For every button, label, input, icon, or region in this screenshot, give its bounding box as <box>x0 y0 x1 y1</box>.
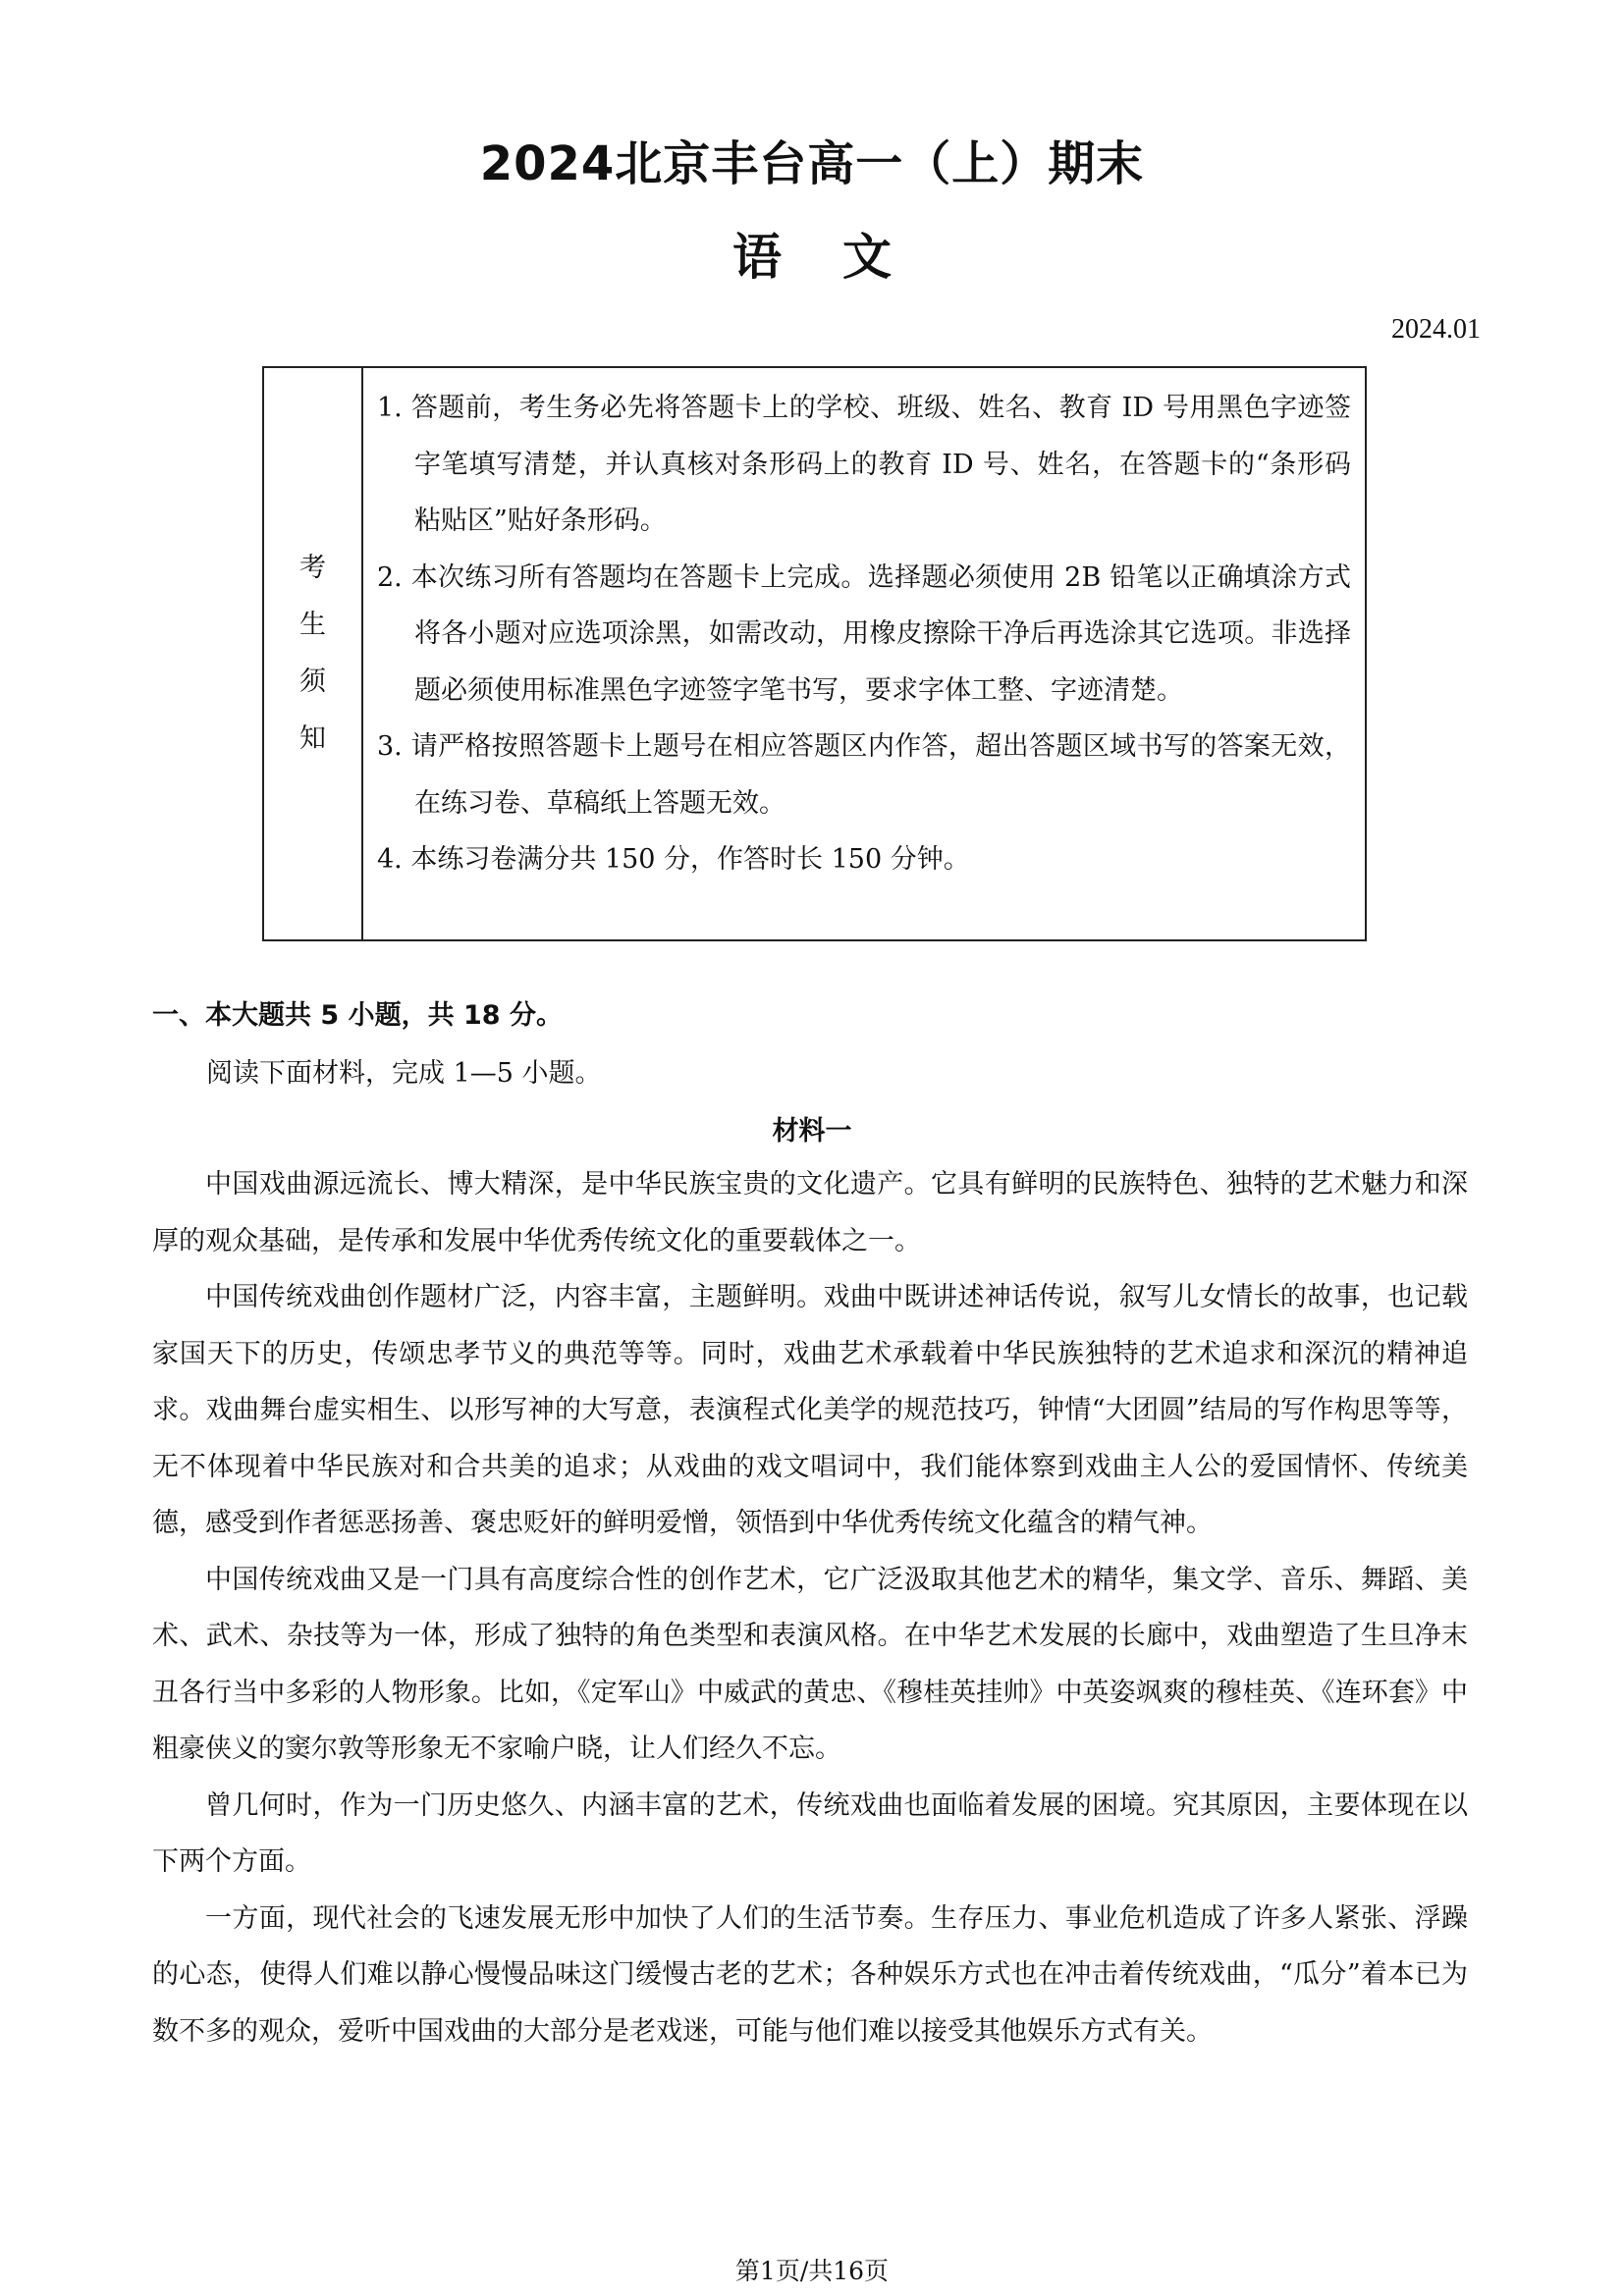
exam-date: 2024.01 <box>1391 314 1481 345</box>
candidate-notice-box <box>262 366 1367 941</box>
notice-items <box>363 368 1365 939</box>
page-number: 第1页/共16页 <box>734 2257 890 2285</box>
material-title: 材料一 <box>772 1116 852 1147</box>
notice-label-char: 考 <box>299 553 326 583</box>
notice-item: 2. 本次练习所有答题均在答题卡上完成。选择题必须使用 2B 铅笔以正确填涂方式将各小题对应选项涂黑，如需改动，用橡皮擦除干净后再选涂其它选项。非选择题必须使用标准黑色字迹签字笔书写，要求字体工整、字迹清楚。 <box>377 561 1351 706</box>
notice-item: 3. 请严格按照答题卡上题号在相应答题区内作答，超出答题区域书写的答案无效，在练习卷、草稿纸上答题无效。 <box>377 731 1351 819</box>
notice-label-char: 须 <box>299 667 326 697</box>
subject-title: 语文 <box>732 229 952 286</box>
section-instruction: 阅读下面材料，完成 1—5 小题。 <box>206 1058 602 1089</box>
material-paragraph: 中国传统戏曲又是一门具有高度综合性的创作艺术，它广泛汲取其他艺术的精华，集文学、音乐、舞蹈、美术、武术、杂技等为一体，形成了独特的角色类型和表演风格。在中华艺术发展的长廊中，戏曲塑造了生旦净末丑各行当中多彩的人物形象。比如，《定军山》中威武的黄忠、《穆桂英挂帅》中英姿飒爽的穆桂英、《连环套》中粗豪侠义的窦尔敦等形象无不家喻户晓，让人们经久不忘。 <box>152 1564 1468 1764</box>
material-paragraph: 曾几何时，作为一门历史悠久、内涵丰富的艺术，传统戏曲也面临着发展的困境。究其原因，主要体现在以下两个方面。 <box>152 1789 1468 1877</box>
material-paragraph: 一方面，现代社会的飞速发展无形中加快了人们的生活节奏。生存压力、事业危机造成了许多人紧张、浮躁的心态，使得人们难以静心慢慢品味这门缓慢古老的艺术；各种娱乐方式也在冲击着传统戏曲，“瓜分”着本已为数不多的观众，爱听中国戏曲的大部分是老戏迷，可能与他们难以接受其他娱乐方式有关。 <box>152 1902 1468 2047</box>
notice-item: 1. 答题前，考生务必先将答题卡上的学校、班级、姓名、教育 ID 号用黑色字迹签字笔填写清楚，并认真核对条形码上的教育 ID 号、姓名，在答题卡的“条形码粘贴区”贴好条形码。 <box>377 393 1351 536</box>
material-paragraph: 中国传统戏曲创作题材广泛，内容丰富，主题鲜明。戏曲中既讲述神话传说，叙写儿女情长的故事，也记载家国天下的历史，传颂忠孝节义的典范等等。同时，戏曲艺术承载着中华民族独特的艺术追求和深沉的精神追求。戏曲舞台虚实相生、以形写神的大写意，表演程式化美学的规范技巧，钟情“大团圆”结局的写作构思等等，无不体现着中华民族对和合共美的追求；从戏曲的戏文唱词中，我们能体察到戏曲主人公的爱国情怀、传统美德，感受到作者惩恶扬善、褒忠贬奸的鲜明爱憎，领悟到中华优秀传统文化蕴含的精气神。 <box>152 1282 1468 1538</box>
notice-label-char: 生 <box>299 610 326 640</box>
material-paragraph: 中国戏曲源远流长、博大精深，是中华民族宝贵的文化遗产。它具有鲜明的民族特色、独特的艺术魅力和深厚的观众基础，是传承和发展中华优秀传统文化的重要载体之一。 <box>152 1169 1468 1256</box>
notice-label-char: 知 <box>299 723 326 754</box>
notice-item: 4. 本练习卷满分共 150 分，作答时长 150 分钟。 <box>377 844 970 875</box>
exam-title: 2024北京丰台高一（上）期末 <box>479 136 1145 191</box>
section-heading: 一、本大题共 5 小题，共 18 分。 <box>152 1000 563 1031</box>
material-body <box>152 1156 1468 2059</box>
notice-label <box>264 368 363 939</box>
